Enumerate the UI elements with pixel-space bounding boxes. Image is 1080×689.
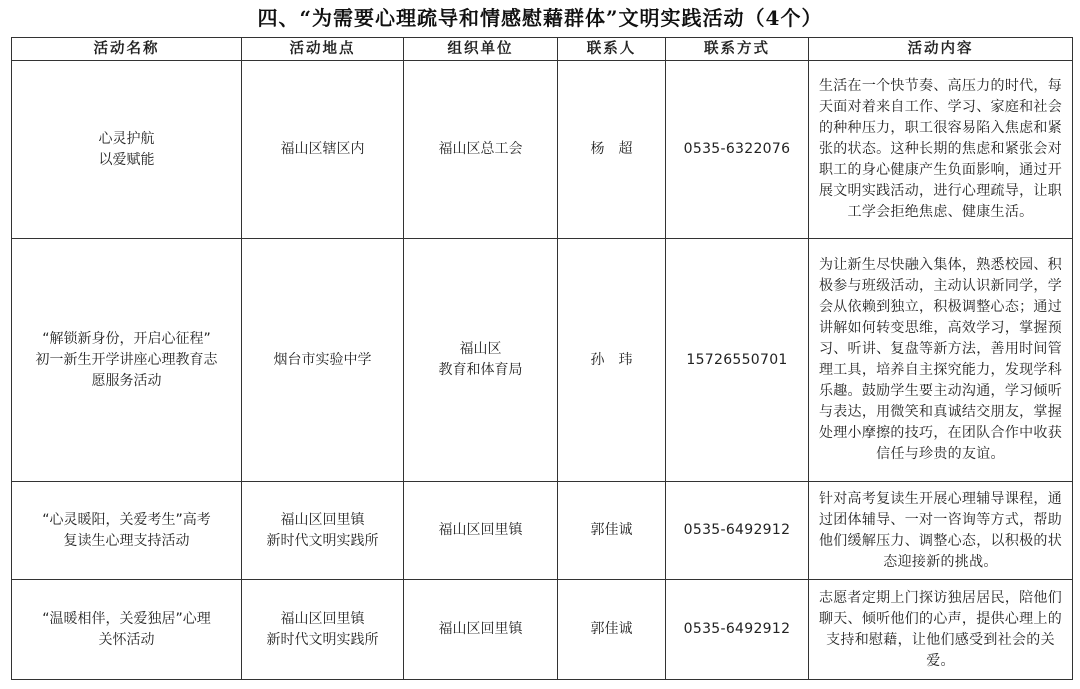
activity-name-cell — [12, 239, 242, 482]
contact-person-cell: 郭佳诚 — [558, 580, 666, 680]
organizer-cell — [404, 580, 558, 680]
organizer-cell — [404, 239, 558, 482]
organizer-line: 福山区 — [459, 341, 502, 357]
contact-phone-cell: 0535-6492912 — [666, 482, 809, 580]
organizer-line: 教育和体育局 — [438, 362, 523, 378]
activity-name-line: 以爱赋能 — [98, 151, 155, 168]
table-row — [12, 482, 1073, 580]
activity-content-cell: 为让新生尽快融入集体，熟悉校园、积极参与班级活动，主动认识新同学，学会从依赖到独立，积极调整心态；通过讲解如何转变思维，高效学习，掌握预习、听讲、复盘等新方法，善用时间管理工具，培养自主探究能力，发现学科乐趣。鼓励学生要主动沟通，学习倾听与表达，用微笑和真诚结交朋友，掌握处理小摩擦的技巧，在团队合作中收获信任与珍贵的友谊。 — [809, 239, 1073, 482]
contact-person-cell: 杨 超 — [558, 61, 666, 239]
table-row — [12, 61, 1073, 239]
location-cell — [242, 580, 404, 680]
location-line: 福山区回里镇 — [280, 511, 365, 528]
contact-person-cell: 郭佳诚 — [558, 482, 666, 580]
activity-content-cell: 针对高考复读生开展心理辅导课程，通过团体辅导、一对一咨询等方式，帮助他们缓解压力、调整心态，以积极的状态迎接新的挑战。 — [809, 482, 1073, 580]
location-cell — [242, 482, 404, 580]
table-row — [12, 580, 1073, 680]
contact-phone-cell: 15726550701 — [666, 239, 809, 482]
location-line: 福山区回里镇 — [280, 610, 365, 627]
contact-phone-cell: 0535-6492912 — [666, 580, 809, 680]
organizer-line: 福山区回里镇 — [438, 522, 523, 538]
location-line: 新时代文明实践所 — [266, 631, 379, 648]
header-organizer: 组织单位 — [404, 38, 558, 61]
contact-phone-cell: 0535-6322076 — [666, 61, 809, 239]
organizer-line: 福山区总工会 — [438, 141, 523, 157]
table-row — [12, 239, 1073, 482]
table-header-row — [12, 38, 1073, 61]
activity-name-line: “解锁新身份，开启心征程” — [42, 330, 211, 347]
location-line: 烟台市实验中学 — [273, 351, 372, 368]
activity-name-cell — [12, 482, 242, 580]
organizer-line: 福山区回里镇 — [438, 621, 523, 637]
activity-name-line: 关怀活动 — [98, 631, 155, 648]
header-activity-name: 活动名称 — [12, 38, 242, 61]
organizer-cell — [404, 61, 558, 239]
organizer-cell — [404, 482, 558, 580]
section-title: 四、“为需要心理疏导和情感慰藉群体”文明实践活动（4个） — [257, 6, 823, 30]
activity-name-line: “温暖相伴，关爱独居”心理 — [42, 610, 211, 627]
activity-name-cell — [12, 580, 242, 680]
activity-name-line: “心灵暖阳，关爱考生”高考 — [42, 511, 211, 528]
activity-name-line: 初一新生开学讲座心理教育志 — [35, 351, 218, 368]
header-activity-content: 活动内容 — [809, 38, 1073, 61]
activity-name-line: 心灵护航 — [98, 130, 155, 147]
header-activity-location: 活动地点 — [242, 38, 404, 61]
header-contact-person: 联系人 — [558, 38, 666, 61]
location-line: 福山区辖区内 — [280, 141, 365, 157]
location-cell — [242, 61, 404, 239]
activity-name-line: 复读生心理支持活动 — [63, 532, 190, 549]
activity-table — [11, 37, 1073, 680]
activity-name-line: 愿服务活动 — [91, 372, 162, 389]
location-cell — [242, 239, 404, 482]
activity-name-cell — [12, 61, 242, 239]
location-line: 新时代文明实践所 — [266, 532, 379, 549]
activity-content-cell: 志愿者定期上门探访独居居民，陪他们聊天、倾听他们的心声，提供心理上的支持和慰藉，让他们感受到社会的关爱。 — [809, 580, 1073, 680]
activity-content-cell: 生活在一个快节奏、高压力的时代，每天面对着来自工作、学习、家庭和社会的种种压力，职工很容易陷入焦虑和紧张的状态。这种长期的焦虑和紧张会对职工的身心健康产生负面影响，通过开展文明实践活动，进行心理疏导，让职工学会拒绝焦虑、健康生活。 — [809, 61, 1073, 239]
header-contact-phone: 联系方式 — [666, 38, 809, 61]
contact-person-cell: 孙 玮 — [558, 239, 666, 482]
